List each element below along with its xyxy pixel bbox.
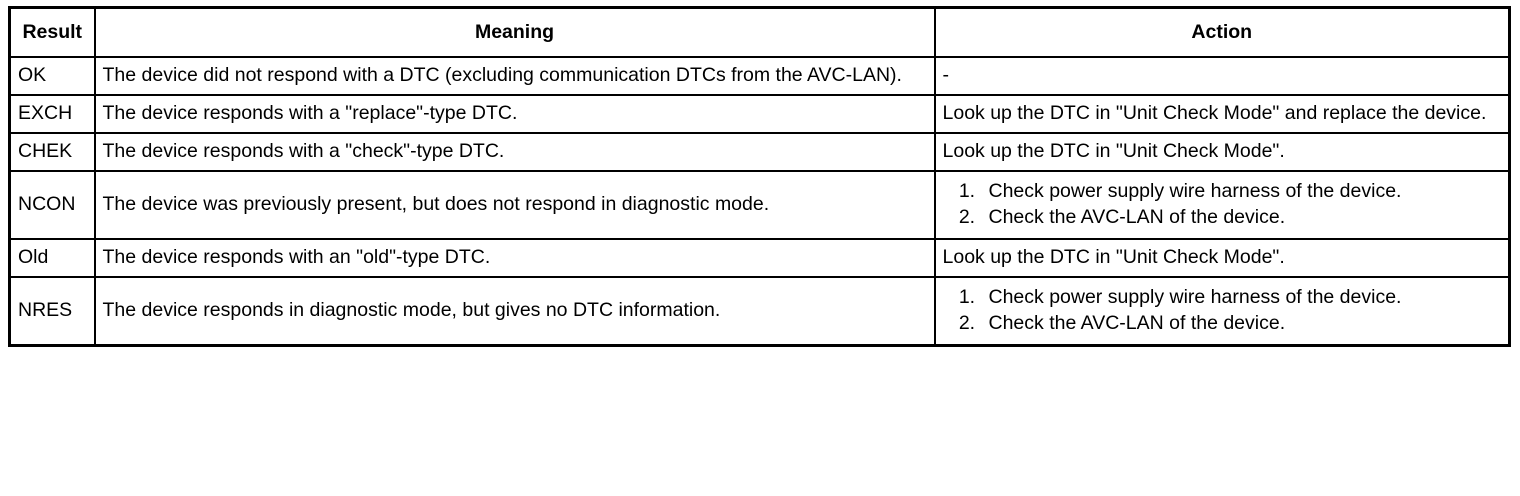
column-header-action: Action [935, 8, 1510, 58]
action-step: 2. Check the AVC-LAN of the device. [981, 311, 1502, 336]
cell-result: NCON [10, 171, 95, 239]
cell-result: CHEK [10, 133, 95, 171]
action-step-list [943, 285, 1502, 336]
cell-action: Look up the DTC in "Unit Check Mode". [935, 239, 1510, 277]
table-header [10, 8, 1510, 58]
table-row [10, 57, 1510, 95]
table-header-row [10, 8, 1510, 58]
table-row [10, 239, 1510, 277]
cell-meaning: The device responds with a "replace"-type DTC. [95, 95, 935, 133]
column-header-result: Result [10, 8, 95, 58]
cell-meaning: The device did not respond with a DTC (excluding communication DTCs from the AVC-LAN). [95, 57, 935, 95]
cell-result: EXCH [10, 95, 95, 133]
cell-action: Look up the DTC in "Unit Check Mode". [935, 133, 1510, 171]
cell-action-text: - [942, 64, 949, 86]
cell-result: Old [10, 239, 95, 277]
cell-action [935, 171, 1510, 239]
table-row [10, 171, 1510, 239]
action-step: 1. Check power supply wire harness of the device. [981, 179, 1502, 204]
cell-meaning: The device was previously present, but does not respond in diagnostic mode. [95, 171, 935, 239]
table-row [10, 95, 1510, 133]
cell-meaning: The device responds with an "old"-type DTC. [95, 239, 935, 277]
table-body [10, 57, 1510, 345]
column-header-meaning: Meaning [95, 8, 935, 58]
cell-meaning: The device responds with a "check"-type DTC. [95, 133, 935, 171]
action-step: 1. Check power supply wire harness of the device. [981, 285, 1502, 310]
cell-meaning: The device responds in diagnostic mode, but gives no DTC information. [95, 277, 935, 345]
table-row [10, 133, 1510, 171]
table-row [10, 277, 1510, 345]
cell-result: NRES [10, 277, 95, 345]
diagnostic-result-table [8, 6, 1511, 347]
action-step: 2. Check the AVC-LAN of the device. [981, 205, 1502, 230]
cell-action [935, 57, 1510, 95]
action-step-list [943, 179, 1502, 230]
cell-result: OK [10, 57, 95, 95]
cell-action [935, 277, 1510, 345]
cell-action: Look up the DTC in "Unit Check Mode" and replace the device. [935, 95, 1510, 133]
